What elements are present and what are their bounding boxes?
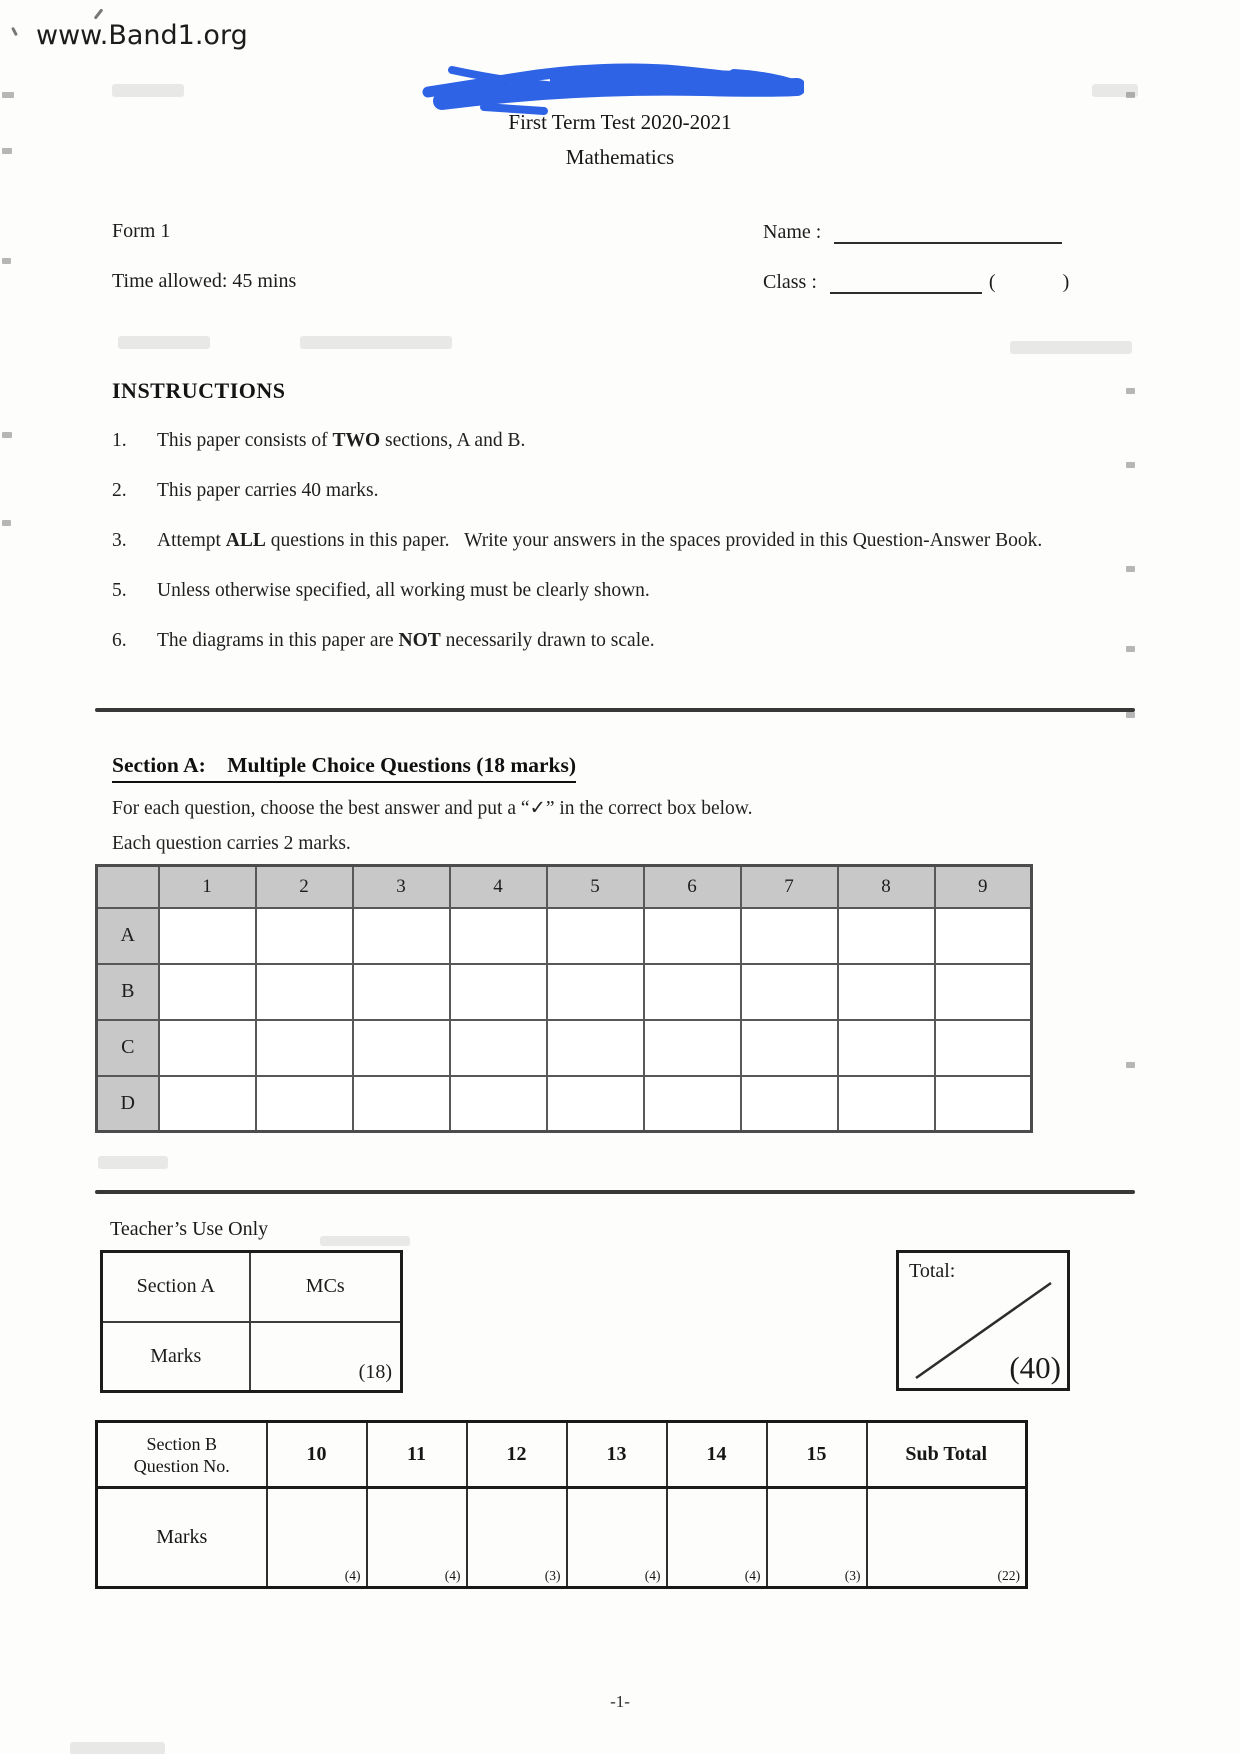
mc-answer-cell bbox=[159, 964, 256, 1020]
scan-smudge bbox=[118, 336, 210, 349]
horizontal-divider bbox=[95, 1190, 1135, 1194]
form-level: Form 1 bbox=[112, 220, 171, 242]
mc-answer-cell bbox=[353, 908, 450, 964]
instruction-number: 3. bbox=[112, 530, 127, 551]
section-b-marks-max-cell: (3) bbox=[467, 1488, 567, 1588]
mc-answer-cell bbox=[547, 908, 644, 964]
section-b-subtotal-header: Sub Total bbox=[867, 1422, 1027, 1488]
mc-answer-cell bbox=[159, 1020, 256, 1076]
scan-smudge bbox=[320, 1236, 410, 1246]
scan-edge-mark bbox=[1126, 712, 1135, 718]
section-a-heading: Section A: Multiple Choice Questions (18 marks) bbox=[112, 753, 576, 783]
mc-answer-cell bbox=[741, 1076, 838, 1132]
mc-grid-row-d bbox=[97, 1076, 1032, 1132]
mc-answer-cell bbox=[256, 908, 353, 964]
mc-answer-cell bbox=[353, 1020, 450, 1076]
mc-answer-cell bbox=[547, 964, 644, 1020]
mc-answer-cell bbox=[935, 1076, 1032, 1132]
paper-title: First Term Test 2020-2021 bbox=[508, 110, 732, 134]
mc-answer-cell bbox=[547, 1076, 644, 1132]
instruction-text: The diagrams in this paper are NOT necessarily drawn to scale. bbox=[157, 630, 655, 651]
mc-grid-question-header: 7 bbox=[741, 866, 838, 908]
scan-smudge bbox=[98, 1156, 168, 1169]
mc-answer-cell bbox=[935, 964, 1032, 1020]
mc-grid-question-header: 8 bbox=[838, 866, 935, 908]
mc-grid-corner-cell bbox=[97, 866, 159, 908]
mc-answer-cell bbox=[644, 1020, 741, 1076]
instruction-item-6 bbox=[112, 627, 1077, 654]
mc-grid-row-c bbox=[97, 1020, 1032, 1076]
section-b-question-header: 12 bbox=[467, 1422, 567, 1488]
section-b-marks-label: Marks bbox=[97, 1488, 267, 1588]
mc-grid-option-header: B bbox=[97, 964, 159, 1020]
section-b-marks-max-cell: (3) bbox=[767, 1488, 867, 1588]
paper-subject: Mathematics bbox=[565, 145, 675, 169]
name-row bbox=[763, 220, 1062, 244]
mc-answer-cell bbox=[838, 1076, 935, 1132]
scan-edge-mark bbox=[1126, 1062, 1135, 1068]
scan-edge-mark bbox=[2, 432, 12, 438]
instruction-item-2 bbox=[112, 477, 1077, 504]
scan-pen-mark bbox=[11, 27, 18, 36]
section-b-marks-table bbox=[95, 1420, 1028, 1589]
mc-grid-question-header: 1 bbox=[159, 866, 256, 908]
mc-grid-question-header: 2 bbox=[256, 866, 353, 908]
mc-answer-cell bbox=[935, 1020, 1032, 1076]
mc-answer-cell bbox=[256, 964, 353, 1020]
scan-edge-mark bbox=[1126, 388, 1135, 394]
class-number-paren-open: ( bbox=[988, 271, 996, 293]
mc-answer-cell bbox=[741, 964, 838, 1020]
instruction-number: 5. bbox=[112, 580, 127, 601]
class-number-paren-close: ) bbox=[1062, 271, 1070, 293]
total-max-value: (40) bbox=[1009, 1350, 1061, 1385]
name-blank-line bbox=[834, 220, 1062, 244]
mc-grid-option-header: C bbox=[97, 1020, 159, 1076]
section-b-marks-max-cell: (4) bbox=[567, 1488, 667, 1588]
section-b-question-header: 15 bbox=[767, 1422, 867, 1488]
teacher-use-table bbox=[100, 1250, 403, 1393]
mc-answer-cell bbox=[450, 964, 547, 1020]
scan-smudge bbox=[1010, 341, 1132, 354]
mc-answer-cell bbox=[450, 1076, 547, 1132]
teacher-use-label: Teacher’s Use Only bbox=[110, 1218, 269, 1240]
mc-grid-question-header: 3 bbox=[353, 866, 450, 908]
time-allowed: Time allowed: 45 mins bbox=[112, 270, 297, 292]
section-b-question-header: 14 bbox=[667, 1422, 767, 1488]
section-a-line-2: Each question carries 2 marks. bbox=[112, 833, 351, 854]
mc-answer-cell bbox=[256, 1076, 353, 1132]
mc-answer-cell bbox=[159, 908, 256, 964]
instruction-text: This paper consists of TWO sections, A and B. bbox=[157, 430, 526, 451]
instructions-heading: INSTRUCTIONS bbox=[112, 378, 286, 403]
name-label: Name : bbox=[763, 221, 822, 243]
class-label: Class : bbox=[763, 271, 817, 293]
mc-grid-row-a bbox=[97, 908, 1032, 964]
scan-smudge bbox=[70, 1742, 165, 1754]
teacher-table-mcs: MCs bbox=[250, 1252, 402, 1322]
mc-grid-option-header: D bbox=[97, 1076, 159, 1132]
mc-grid-question-header: 5 bbox=[547, 866, 644, 908]
section-b-header-row bbox=[97, 1422, 1027, 1488]
section-a-block bbox=[112, 753, 1112, 855]
scan-edge-mark bbox=[2, 92, 14, 98]
instructions-block bbox=[112, 378, 1077, 654]
watermark-band1: www.Band1.org bbox=[36, 20, 248, 51]
total-label: Total: bbox=[909, 1260, 956, 1282]
instruction-number: 2. bbox=[112, 480, 127, 501]
total-box bbox=[896, 1250, 1070, 1391]
section-a-line-1: For each question, choose the best answer and put a “✓” in the correct box below. bbox=[112, 798, 753, 819]
mc-answer-cell bbox=[256, 1020, 353, 1076]
mc-grid-option-header: A bbox=[97, 908, 159, 964]
mc-answer-cell bbox=[741, 1020, 838, 1076]
mc-answer-cell bbox=[353, 964, 450, 1020]
mc-answer-cell bbox=[159, 1076, 256, 1132]
section-b-question-no-header: Section B Question No. bbox=[97, 1422, 267, 1488]
mc-answer-cell bbox=[353, 1076, 450, 1132]
instruction-item-5 bbox=[112, 577, 1077, 604]
mc-grid-header-row bbox=[97, 866, 1032, 908]
mc-grid-question-header: 6 bbox=[644, 866, 741, 908]
class-blank-line bbox=[830, 270, 982, 294]
section-b-question-header: 10 bbox=[267, 1422, 367, 1488]
instruction-text: This paper carries 40 marks. bbox=[157, 480, 379, 501]
scan-edge-mark bbox=[2, 148, 12, 154]
mc-answer-cell bbox=[450, 908, 547, 964]
mc-answer-cell bbox=[644, 964, 741, 1020]
teacher-table-marks-label: Marks bbox=[102, 1322, 250, 1392]
mc-answer-cell bbox=[838, 908, 935, 964]
class-row bbox=[763, 270, 1069, 294]
mc-grid-row-b bbox=[97, 964, 1032, 1020]
teacher-table-section-a: Section A bbox=[102, 1252, 250, 1322]
instruction-text: Attempt ALL questions in this paper. Write your answers in the spaces provided in this Question-Answer Book. bbox=[157, 530, 1043, 551]
horizontal-divider bbox=[95, 708, 1135, 712]
scan-smudge bbox=[300, 336, 452, 349]
mc-answer-cell bbox=[838, 1020, 935, 1076]
instruction-item-1 bbox=[112, 427, 1077, 454]
mc-answer-cell bbox=[450, 1020, 547, 1076]
section-b-marks-row bbox=[97, 1488, 1027, 1588]
mc-answer-cell bbox=[644, 908, 741, 964]
instruction-text: Unless otherwise specified, all working must be clearly shown. bbox=[157, 580, 650, 601]
scan-edge-mark bbox=[2, 520, 11, 526]
scan-edge-mark bbox=[2, 258, 11, 264]
teacher-table-row bbox=[102, 1252, 402, 1322]
instruction-number: 1. bbox=[112, 430, 127, 451]
mc-answer-cell bbox=[935, 908, 1032, 964]
section-b-question-header: 11 bbox=[367, 1422, 467, 1488]
section-b-marks-max-cell: (4) bbox=[367, 1488, 467, 1588]
mc-answer-grid bbox=[95, 864, 1033, 1133]
section-b-subtotal-max-cell: (22) bbox=[867, 1488, 1027, 1588]
mc-grid-question-header: 9 bbox=[935, 866, 1032, 908]
scan-edge-mark bbox=[1126, 566, 1135, 572]
scan-edge-mark bbox=[1126, 92, 1135, 98]
scan-edge-mark bbox=[1126, 462, 1135, 468]
section-b-marks-max-cell: (4) bbox=[667, 1488, 767, 1588]
section-b-marks-max-cell: (4) bbox=[267, 1488, 367, 1588]
mc-answer-cell bbox=[644, 1076, 741, 1132]
section-b-question-header: 13 bbox=[567, 1422, 667, 1488]
instruction-number: 6. bbox=[112, 630, 127, 651]
page-number: -1- bbox=[610, 1692, 630, 1711]
instruction-item-3 bbox=[112, 527, 1077, 554]
blue-redaction-scribble bbox=[422, 56, 804, 116]
teacher-table-marks-max: (18) bbox=[250, 1322, 402, 1392]
mc-answer-cell bbox=[741, 908, 838, 964]
scan-smudge bbox=[112, 84, 184, 97]
mc-answer-cell bbox=[838, 964, 935, 1020]
mc-grid-question-header: 4 bbox=[450, 866, 547, 908]
scan-pen-mark bbox=[94, 8, 104, 19]
teacher-table-row bbox=[102, 1322, 402, 1392]
scan-edge-mark bbox=[1126, 646, 1135, 652]
mc-answer-cell bbox=[547, 1020, 644, 1076]
